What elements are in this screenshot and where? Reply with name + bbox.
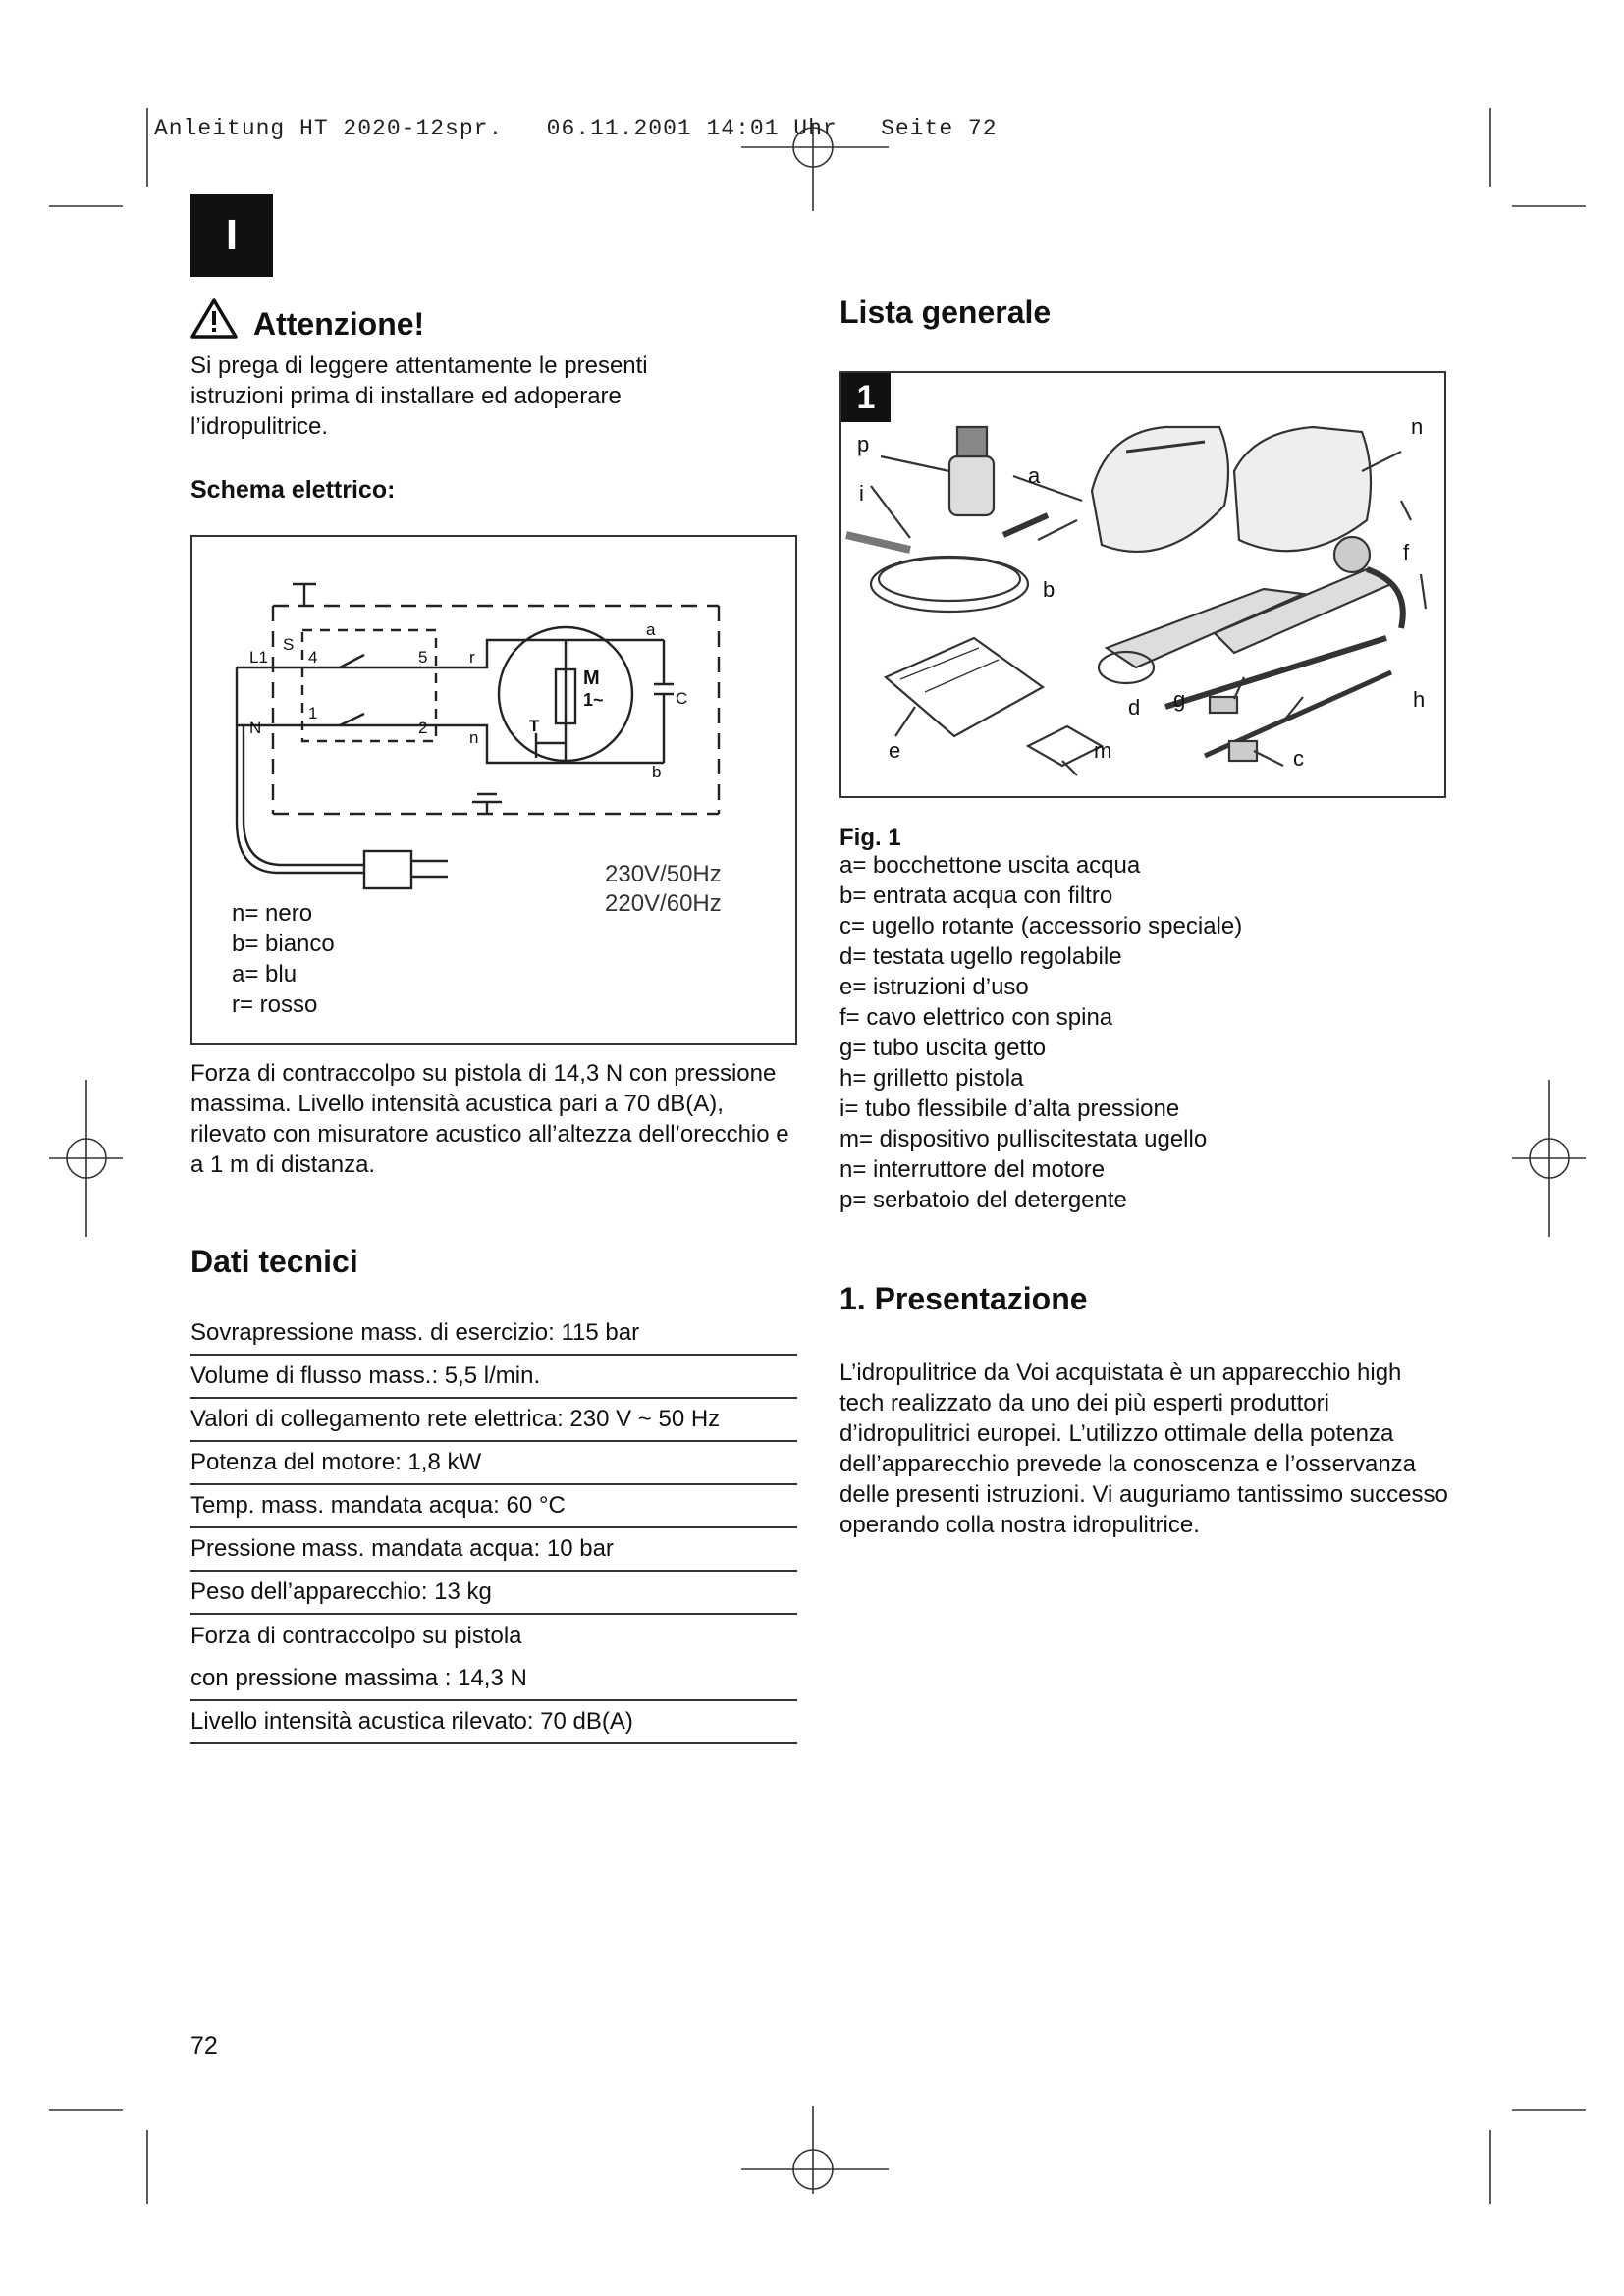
spec-row: Sovrapressione mass. di esercizio: 115 bar: [190, 1312, 797, 1356]
diagram-label-a: a: [646, 620, 656, 639]
legend-item: a= blu: [232, 961, 298, 988]
legend-item: r= rosso: [232, 991, 318, 1018]
diagram-label-phase: 1~: [583, 690, 604, 710]
spec-row: con pressione massima : 14,3 N: [190, 1658, 797, 1701]
fig-label-a: a: [1028, 463, 1041, 488]
spec-row: Valori di collegamento rete elettrica: 230 V ~ 50 Hz: [190, 1399, 797, 1442]
diagram-label-l1: L1: [249, 648, 268, 667]
recoil-paragraph: Forza di contraccolpo su pistola di 14,3 N con pressione massima. Livello intensità acustica pari a 70 dB(A), rilevato con misuratore acustico all’altezza dell’orecchio e a 1 m di distanza.: [190, 1060, 789, 1178]
spec-row: Livello intensità acustica rilevato: 70 dB(A): [190, 1701, 797, 1744]
figure-number: 1: [841, 373, 891, 422]
fig-legend-item: b= entrata acqua con filtro: [839, 882, 1113, 909]
fig-legend-item: a= bocchettone uscita acqua: [839, 852, 1141, 879]
diagram-label-1: 1: [308, 704, 318, 722]
diagram-label-motor: M: [583, 667, 600, 689]
presentazione-text: L’idropulitrice da Voi acquistata è un apparecchio high tech realizzato da uno dei più esperti produttori d’idropulitrici europei. L’utilizzo ottimale della potenza dell’apparecchio prevede la conoscenza e l’osservanza delle presenti istruzioni. Vi auguriamo tantissimo successo operando colla nostra idropulitrice.: [839, 1360, 1448, 1538]
legend-item: n= nero: [232, 900, 313, 927]
diagram-label-r: r: [469, 648, 475, 667]
fig-label-b: b: [1043, 577, 1056, 602]
diagram-label-n-small: n: [469, 728, 479, 747]
diagram-label-s: S: [283, 635, 295, 654]
spec-row: Potenza del motore: 1,8 kW: [190, 1442, 797, 1485]
spec-table: [190, 1312, 797, 1744]
diagram-label-n: N: [249, 719, 262, 737]
voltage-2: 220V/60Hz: [605, 890, 722, 917]
pressure-washer-illustration: [841, 373, 1444, 796]
fig-legend-item: e= istruzioni d’uso: [839, 974, 1029, 1000]
fig-label-e: e: [889, 738, 901, 763]
diagram-label-4: 4: [308, 648, 318, 667]
wiring-diagram-box: [190, 535, 797, 1045]
fig-label-d: d: [1128, 695, 1141, 720]
spec-row: Peso dell’apparecchio: 13 kg: [190, 1572, 797, 1615]
language-tab: I: [190, 194, 273, 277]
fig-label-p: p: [857, 432, 870, 456]
fig-label-h: h: [1413, 687, 1426, 712]
fig-legend-item: n= interruttore del motore: [839, 1156, 1106, 1183]
legend-item: b= bianco: [232, 931, 335, 957]
spec-row: Forza di contraccolpo su pistola: [190, 1623, 522, 1649]
fig-label-m: m: [1094, 738, 1112, 763]
fig-legend-item: g= tubo uscita getto: [839, 1035, 1047, 1061]
fig-legend-item: p= serbatoio del detergente: [839, 1187, 1127, 1213]
diagram-label-2: 2: [418, 719, 428, 737]
fig-label-i: i: [859, 481, 864, 506]
figure-legend: [839, 850, 1242, 1215]
fig-legend-item: d= testata ugello regolabile: [839, 943, 1122, 970]
dati-tecnici-title: Dati tecnici: [190, 1244, 358, 1279]
spec-row: Pressione mass. mandata acqua: 10 bar: [190, 1528, 797, 1572]
voltage-1: 230V/50Hz: [605, 861, 722, 887]
presentazione-title: 1. Presentazione: [839, 1281, 1088, 1316]
warning-text: Si prega di leggere attentamente le presenti istruzioni prima di installare ed adoperare l’idropulitrice.: [190, 352, 648, 440]
fig-legend-item: m= dispositivo pulliscitestata ugello: [839, 1126, 1208, 1152]
spec-row: Volume di flusso mass.: 5,5 l/min.: [190, 1356, 797, 1399]
fig-legend-item: i= tubo flessibile d’alta pressione: [839, 1095, 1180, 1122]
diagram-label-t: T: [529, 717, 540, 735]
lista-title: Lista generale: [839, 294, 1052, 330]
warning-icon: [190, 297, 238, 339]
diagram-label-c: C: [676, 689, 688, 708]
spec-row: Temp. mass. mandata acqua: 60 °C: [190, 1485, 797, 1528]
schema-title: Schema elettrico:: [190, 476, 396, 504]
diagram-label-b: b: [652, 763, 662, 781]
fig-legend-item: h= grilletto pistola: [839, 1065, 1024, 1092]
wire-color-legend: [232, 898, 335, 1020]
warning-title: Attenzione!: [253, 306, 425, 342]
fig-legend-item: c= ugello rotante (accessorio speciale): [839, 913, 1243, 939]
figure-1-box: [839, 371, 1446, 798]
fig-label-n: n: [1411, 414, 1424, 439]
print-header: Anleitung HT 2020-12spr. 06.11.2001 14:01 Uhr Seite 72: [154, 116, 998, 141]
figure-caption: Fig. 1: [839, 825, 901, 851]
fig-label-c: c: [1293, 746, 1304, 771]
page-number: 72: [190, 2032, 218, 2059]
diagram-label-5: 5: [418, 648, 428, 667]
fig-label-g: g: [1173, 687, 1186, 712]
fig-legend-item: f= cavo elettrico con spina: [839, 1004, 1113, 1031]
fig-label-f: f: [1403, 540, 1410, 564]
